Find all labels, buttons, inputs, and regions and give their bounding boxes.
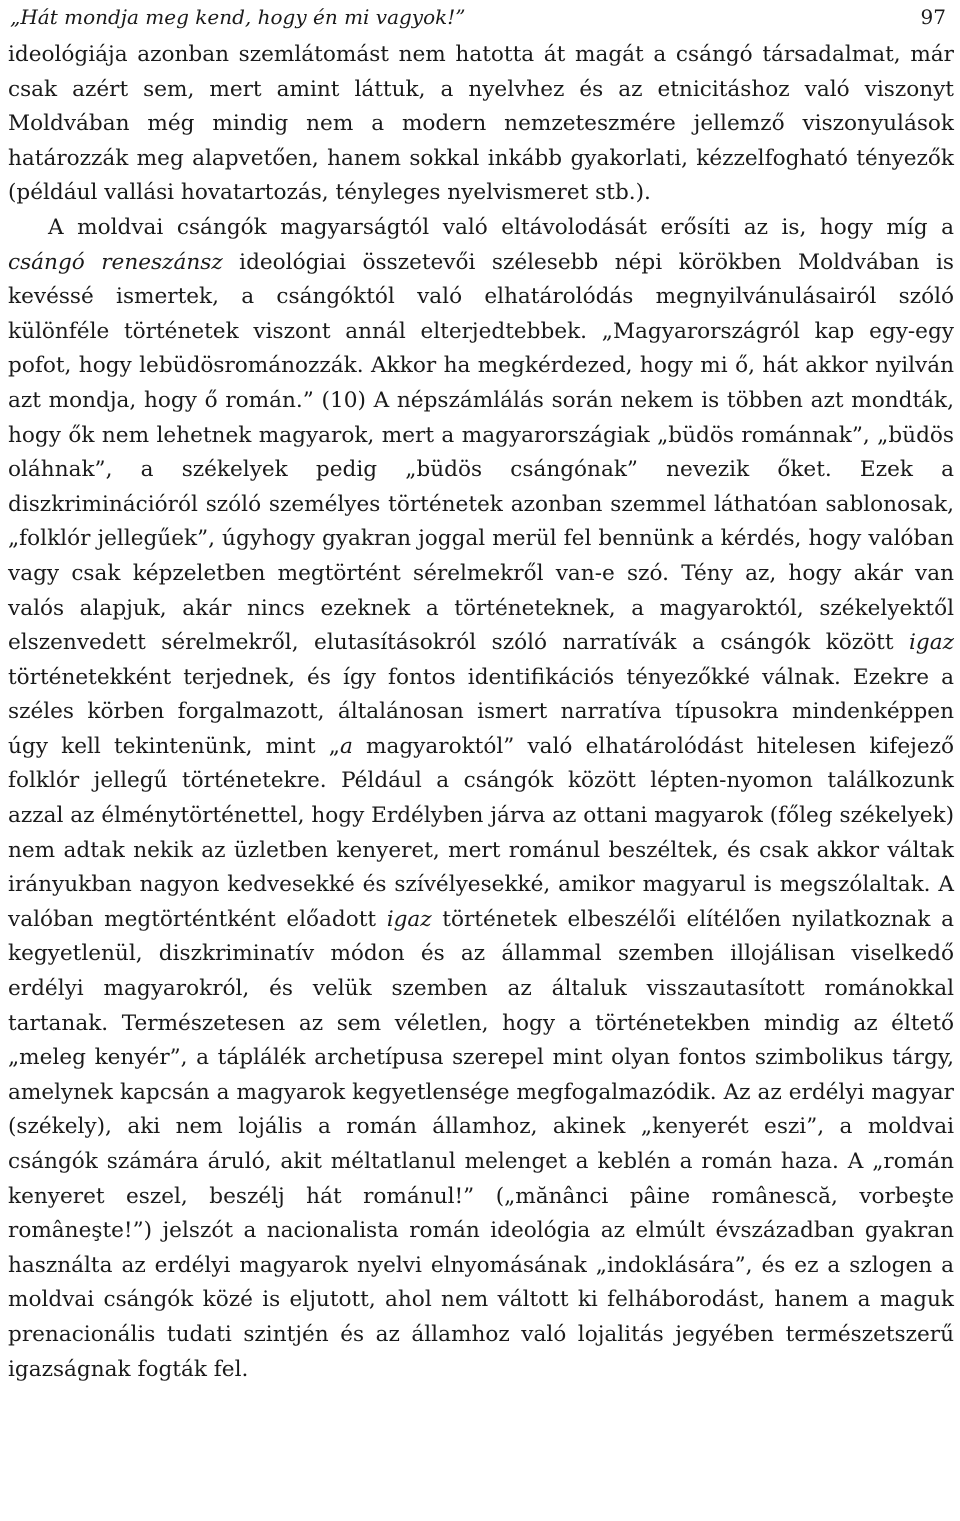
paragraph-csango-discrimination [8, 211, 954, 1387]
text-run: történetekként terjednek, és így fontos identifikációs tényezőkké válnak. Ezekre a széles körben forgalmazott, általánosan ismert narratíva típusokra mindenképpen úgy kell tekintenünk, mint „ [8, 664, 954, 759]
paragraph-continuation [8, 38, 954, 211]
body-text [8, 38, 954, 1387]
running-head [8, 0, 954, 34]
italic-text-run: igaz [909, 630, 954, 656]
text-run: ideológiai összetevői szélesebb népi körökben Moldvában is kevéssé ismertek, a csángóktól való elhatárolódás megnyilvánulásairól szóló különféle történetek viszont annál elterjedtebbek. „Magyarországról kap egy-egy pofot, hogy lebüdösrománozzák. Akkor ha megkérdezed, hogy mi ő, hát akkor nyilván azt mondja, hogy ő román.” (10) A népszámlálás során nekem is többen azt mondták, hogy ők nem lehetnek magyarok, mert a magyarországiak „büdös románnak”, „büdös oláhnak”, a székelyek pedig „büdös csángónak” nevezik őket. Ezek a diszkriminációról szóló személyes történetek azonban szemmel láthatóan sablonosak, „folklór jellegűek”, úgyhogy gyakran joggal merül fel bennünk a kérdés, hogy valóban vagy csak képzeletben megtörtént sérelmekről van-e szó. Tény az, hogy akár van valós alapjuk, akár nincs ezeknek a történeteknek, a magyaroktól, székelyektől elszenvedett sérelmekről, elutasításokról szóló narratívák a csángók között [8, 249, 954, 656]
text-run: A moldvai csángók magyarságtól való eltávolodását erősíti az is, hogy míg a [48, 214, 954, 240]
text-run: magyaroktól” való elhatárolódást hitelesen kifejező folklór jellegű történetekre. Például a csángók között lépten-nyomon találkozunk azzal az élménytörténettel, hogy Erdélyben járva az ottani magyarok (főleg székelyek) nem adtak nekik az üzletben kenyeret, mert románul beszéltek, és csak akkor váltak irányukban nagyon kedvesekké és szívélyesekké, amikor magyarul is megszólaltak. A valóban megtörténtként előadott [8, 733, 955, 932]
text-run: történetek elbeszélői elítélően nyilatkoznak a kegyetlenül, diszkriminatív módon és az állammal szemben illojálisan viselkedő erdélyi magyarokról, és velük szemben az általuk visszautasított románokkal tartanak. Természetesen az sem véletlen, hogy a történetekben mindig az éltető „meleg kenyér”, a táplálék archetípusa szerepel mint olyan fontos szimbolikus tárgy, amelynek kapcsán a magyarok kegyetlensége megfogalmazódik. Az az erdélyi magyar (székely), aki nem lojális a román államhoz, akinek „kenyerét eszi”, a moldvai csángók számára áruló, akit méltatlanul melenget a keblén a román haza. A „román kenyeret eszel, beszélj hát románul!” („mănânci pâine românescă, vorbeşte româneşte!”) jelszót a nacionalista román ideológia az elmúlt évszázadban gyakran használta az erdélyi magyarok nyelvi elnyomásának „indoklására”, és ez a szlogen a moldvai csángók közé is eljutott, ahol nem váltott ki felháborodást, hanem a maguk prenacionális tudati szintjén és az államhoz való lojalitás jegyében természetszerű igazságnak fogták fel. [8, 906, 954, 1382]
page-number: 97 [920, 5, 946, 29]
running-title: „Hát mondja meg kend, hogy én mi vagyok!” [10, 5, 466, 29]
italic-text-run: a [339, 733, 353, 759]
text-run: ideológiája azonban szemlátomást nem hatotta át magát a csángó társadalmat, már csak azért sem, mert amint láttuk, a nyelvhez és az etnicitáshoz való viszonyt Moldvában még mindig nem a modern nemzeteszmére jellemző viszonyulások határozzák meg alapvetően, hanem sokkal inkább gyakorlati, kézzelfogható tényezők (például vallási hovatartozás, tényleges nyelvismeret stb.). [8, 42, 954, 206]
italic-text-run: csángó reneszánsz [8, 249, 223, 275]
italic-text-run: igaz [386, 906, 432, 932]
